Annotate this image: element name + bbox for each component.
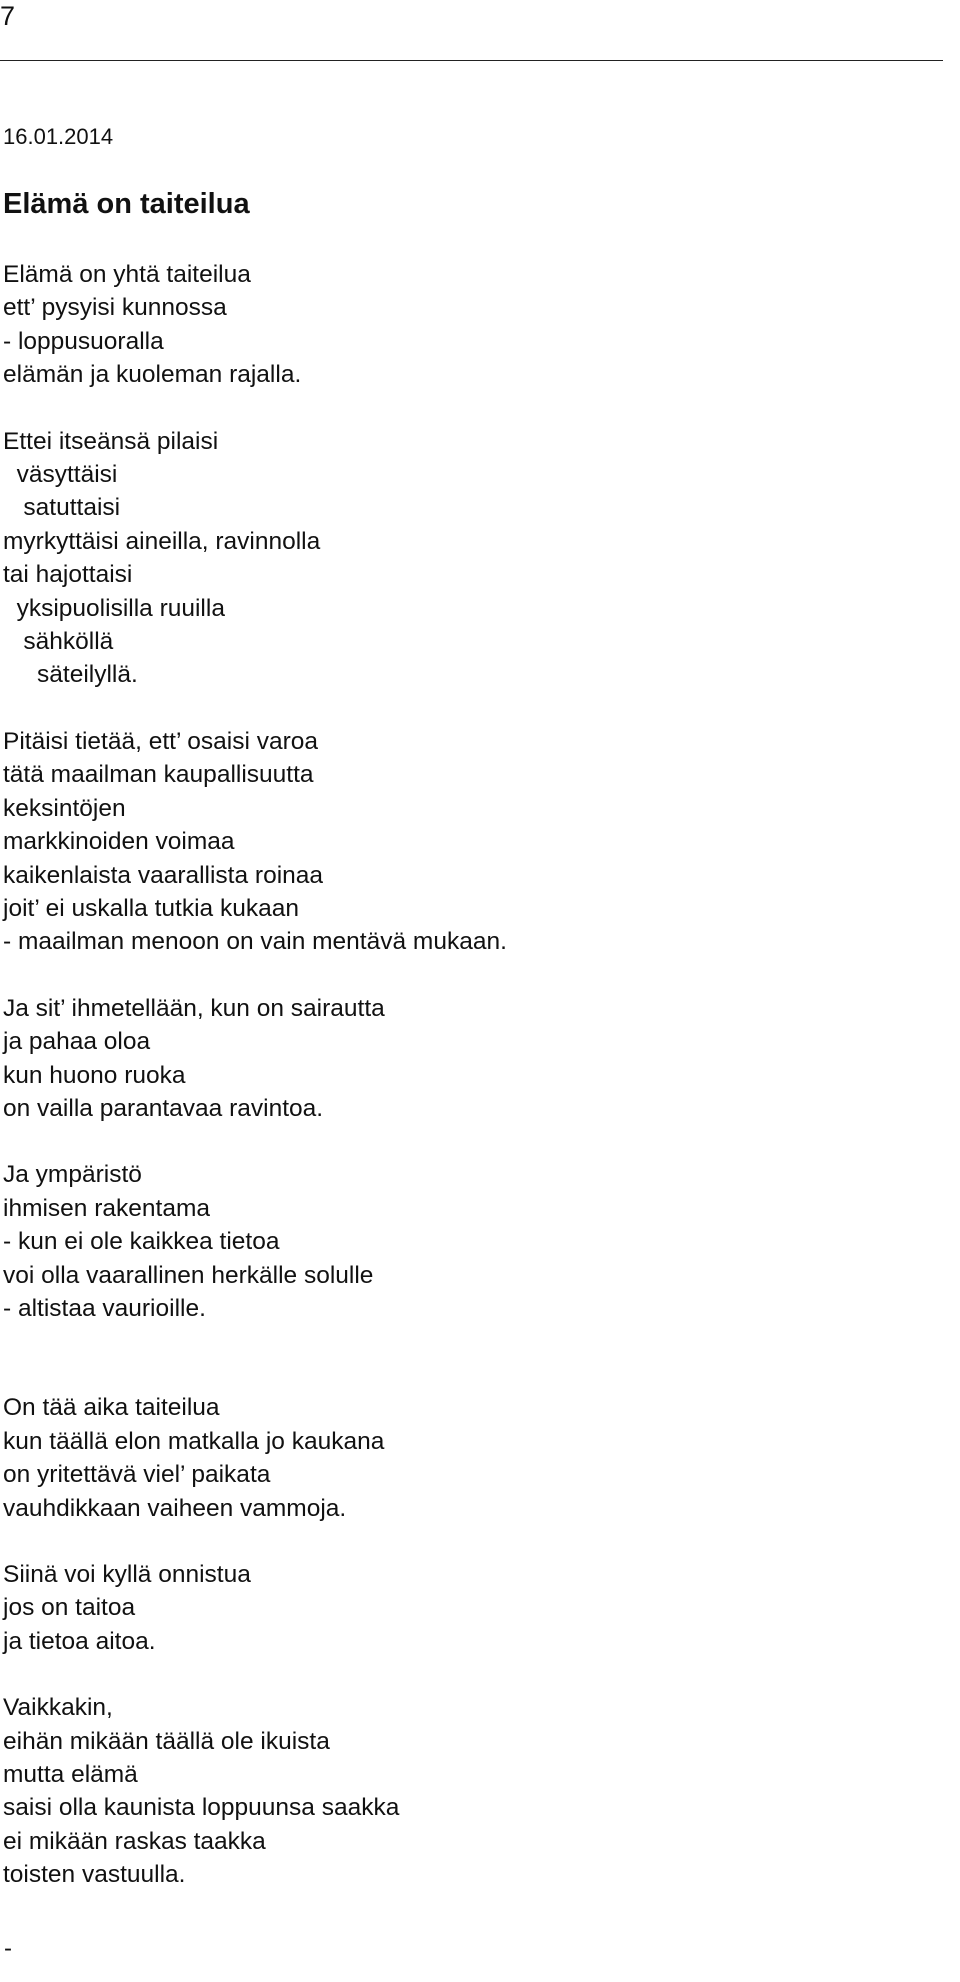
stanza-gap: [3, 692, 507, 725]
stanza-7: [3, 1558, 507, 1658]
poem-line: on vailla parantavaa ravintoa.: [3, 1094, 324, 1122]
poem-line: ja pahaa oloa: [3, 1028, 151, 1056]
poem-line: Siinä voi kyllä onnistua: [3, 1561, 251, 1588]
poem-line: jos on taitoa: [3, 1594, 136, 1622]
poem-line: - maailman menoon on vain mentävä mukaan.: [3, 928, 507, 956]
poem-line: kun huono ruoka: [3, 1061, 186, 1089]
header-divider: [0, 60, 943, 61]
poem-line: joit’ ei uskalla tutkia kukaan: [3, 894, 299, 922]
stanza-4: [3, 992, 507, 1126]
poem-line: toisten vastuulla.: [3, 1861, 186, 1889]
poem-line: Ja ympäristö: [3, 1161, 142, 1189]
poem-line: tai hajottaisi: [3, 561, 133, 589]
page-number: 7: [0, 1, 16, 31]
poem-line: keksintöjen: [3, 794, 126, 822]
poem-date: 16.01.2014: [3, 124, 114, 149]
poem-line: myrkyttäisi aineilla, ravinnolla: [3, 527, 321, 555]
poem-line: eihän mikään täällä ole ikuista: [3, 1727, 330, 1755]
stanza-6: [3, 1391, 507, 1525]
poem-title: Elämä on taiteilua: [3, 188, 250, 220]
poem-line: elämän ja kuoleman rajalla.: [3, 361, 302, 389]
poem-line: satuttaisi: [3, 494, 121, 522]
stanza-8: [3, 1691, 507, 1891]
poem-line: ett’ pysyisi kunnossa: [3, 294, 227, 322]
stanza-gap: [3, 1525, 507, 1558]
stanza-2: [3, 425, 507, 692]
stanza-gap: [3, 1325, 507, 1391]
poem-line: Vaikkakin,: [3, 1694, 113, 1722]
poem-line: Pitäisi tietää, ett’ osaisi varoa: [3, 727, 319, 755]
poem-line: - kun ei ole kaikkea tietoa: [3, 1228, 280, 1256]
poem-line: Ja sit’ ihmetellään, kun on sairautta: [3, 994, 385, 1022]
stanza-gap: [3, 959, 507, 992]
stanza-3: [3, 725, 507, 959]
stanza-1: [3, 258, 507, 392]
poem-line: Elämä on yhtä taiteilua: [3, 261, 251, 288]
poem-line: kaikenlaista vaarallista roinaa: [3, 861, 324, 889]
poem-line: mutta elämä: [3, 1761, 138, 1789]
poem-line: sähköllä: [3, 628, 114, 656]
poem-line: Ettei itseänsä pilaisi: [3, 427, 219, 455]
end-mark: -: [4, 1935, 12, 1962]
stanza-gap: [3, 392, 507, 425]
poem-line: - altistaa vaurioille.: [3, 1294, 206, 1322]
poem-line: On tää aika taiteilua: [3, 1394, 220, 1422]
poem-line: markkinoiden voimaa: [3, 828, 235, 856]
poem-line: yksipuolisilla ruuilla: [3, 594, 225, 622]
poem-line: säteilyllä.: [3, 661, 138, 689]
poem-line: tätä maailman kaupallisuutta: [3, 761, 314, 789]
stanza-5: [3, 1158, 507, 1325]
poem-line: ei mikään raskas taakka: [3, 1827, 266, 1855]
poem-line: - loppusuoralla: [3, 327, 164, 355]
poem-line: väsyttäisi: [3, 461, 118, 489]
poem-line: ja tietoa aitoa.: [3, 1627, 156, 1655]
poem-line: saisi olla kaunista loppuunsa saakka: [3, 1794, 400, 1822]
poem-line: ihmisen rakentama: [3, 1194, 210, 1222]
poem-line: kun täällä elon matkalla jo kaukana: [3, 1427, 385, 1455]
poem-line: on yritettävä viel’ paikata: [3, 1461, 271, 1489]
poem-line: voi olla vaarallinen herkälle solulle: [3, 1261, 374, 1289]
stanza-gap: [3, 1125, 507, 1158]
poem-line: vauhdikkaan vaiheen vammoja.: [3, 1494, 347, 1522]
stanza-gap: [3, 1658, 507, 1691]
poem-body: [3, 258, 507, 1892]
